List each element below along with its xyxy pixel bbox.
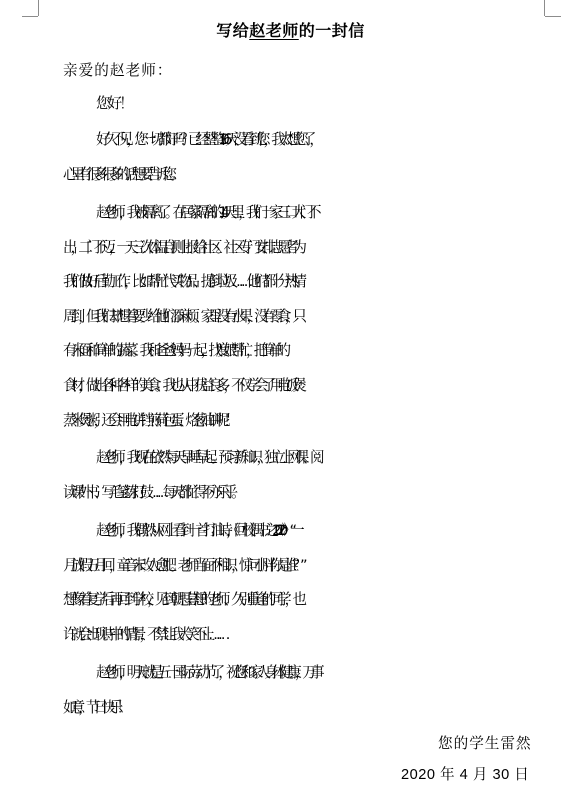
signature: 您的学生雷然	[438, 735, 532, 752]
paragraph-3	[63, 445, 533, 514]
paragraph-line: 许就会出现诗中的情景，不禁让我大笑不止……	[63, 625, 224, 643]
opening-greeting: 您好！	[96, 95, 131, 112]
paragraph-line: 读课外书、写毛笔练打鼓……每天都忙得不亦乐乎。	[63, 483, 239, 501]
paragraph-line: 赵老师，我被隔离了。在居家隔离的14天里，我们一家三口大门不	[96, 204, 315, 221]
paragraph-1	[63, 127, 533, 196]
crop-mark-top-right	[545, 16, 561, 17]
paragraph-line: 好久不见，您一切都好吗？已经整整106天没看到您，我太想您了，	[96, 131, 318, 148]
paragraph-4	[63, 518, 533, 656]
title-prefix: 写给	[216, 21, 250, 40]
paragraph-line: 蒸米煲粥，还会用电饼铛煎荷包蛋、烙葱油饼呢！	[63, 411, 232, 429]
title-suffix: 的一封信	[298, 21, 365, 40]
paragraph-line: 想像着复学后再回到学校，见到朝思暮想的老师、久别重逢的同学，也	[63, 591, 300, 609]
salutation: 亲爱的赵老师：	[63, 62, 173, 79]
paragraph-line: 如意，节日快乐！	[63, 698, 125, 716]
paragraph-2	[63, 200, 533, 442]
letter-date: 2020 年 4 月 30 日	[401, 767, 530, 783]
letter-title	[0, 20, 581, 42]
paragraph-line: 周到，但我们却想着要少给他们添麻烦。家里没有水果，没有零食，只	[63, 307, 300, 325]
title-recipient: 赵老师	[249, 21, 299, 40]
crop-mark-top-left	[38, 0, 39, 16]
paragraph-line: 月放假五月回，童音未改人愈肥。老师当面不相识，惊问小胖你是谁？”	[63, 556, 301, 574]
crop-mark-top-left	[22, 16, 38, 17]
paragraph-5	[63, 660, 533, 729]
paragraph-line: 有米面和简单的蔬菜。我和爸爸妈妈一起，找"度娘"帮忙，把简单的	[63, 342, 285, 360]
paragraph-line: 心里有很多很多的话想要告诉您。	[63, 165, 178, 183]
paragraph-line: 赵老师，我偶然从网上看到一首打油诗，《回校偶书之2020》：“一	[96, 522, 298, 539]
paragraph-line: 赵老师，我现在依然每天早睡早起。预习新知识，独立上网课、阅	[96, 449, 318, 466]
paragraph-line: 我们做好后勤工作，比如帮忙代买物品、提倒垃圾……他们都十分热情	[63, 273, 300, 291]
crop-mark-top-right	[544, 0, 545, 16]
paragraph-line: 赵老师，明天就是五一国际劳动节了，祝您和家人身体健康，万事	[96, 664, 318, 681]
paragraph-line: 出，二门不迈，一天三次体温自测上报给社区。社区专门安排志愿者为	[63, 238, 300, 256]
paragraph-line: 食材，做出各种各样的美食。我也从中获益良多，不仅学会了用电饭煲	[63, 376, 300, 394]
